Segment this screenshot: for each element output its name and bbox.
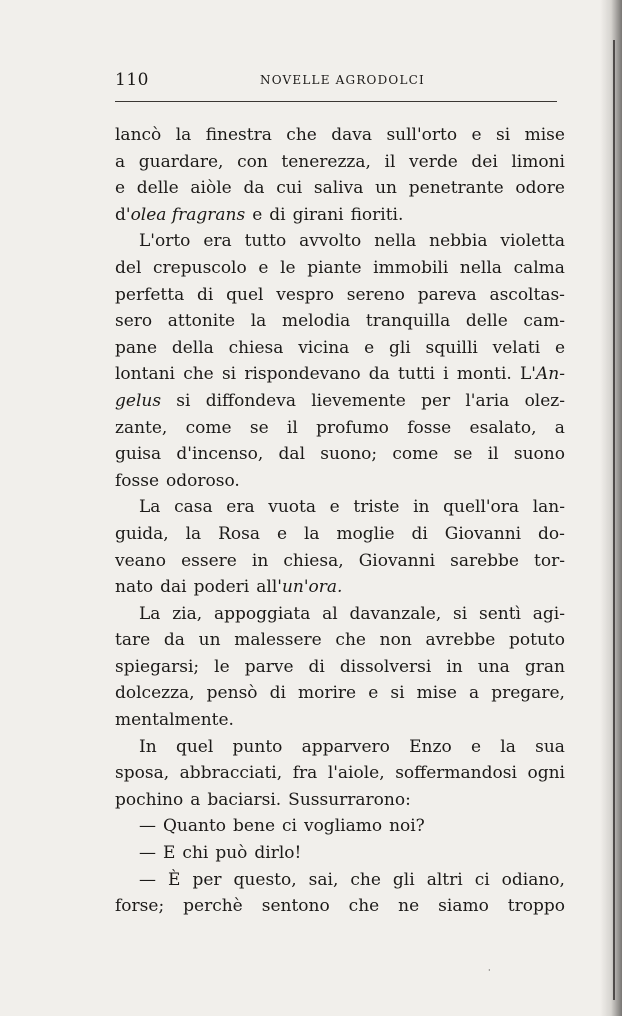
word: a [554,417,565,438]
word: tare [115,630,151,651]
word: se [453,444,473,465]
word: suono; [320,444,378,465]
word: pochino [115,789,184,810]
word: E [163,843,176,864]
word: a [469,683,480,704]
word: che [286,125,317,145]
word: monti. [456,364,512,385]
word: dissolversi [339,656,432,677]
word: Enzo [409,736,452,757]
word: triste [353,497,400,518]
text-line [115,149,565,176]
word: delle [136,178,179,199]
word: e [329,497,340,518]
word: lan- [532,497,565,518]
word: all' [256,577,282,598]
word: sentì [478,603,521,624]
word: e [364,337,375,358]
word: attonite [167,311,236,332]
text-line [115,680,565,707]
word: punto [232,736,283,757]
word: e [470,736,482,757]
word: zante, [115,417,168,438]
word: si [390,683,405,704]
word: di [197,284,214,305]
word: d'incenso, [176,444,264,465]
word: questo, [233,869,297,890]
text-line [115,893,565,920]
word: e [554,337,565,358]
word: ci [282,816,297,837]
word: da [243,178,265,199]
word: saliva [313,178,364,199]
word: diffondeva [205,390,296,411]
word: pane [115,337,158,358]
word: di [269,683,286,704]
speck-mark: · [488,966,491,975]
word: si [496,125,511,145]
word: odore [515,178,565,199]
word: chi [182,843,209,864]
word: cui [276,178,303,199]
word: zia, [172,603,203,624]
word: casa [174,497,213,518]
word: Quanto [163,816,227,837]
word: vogliamo [303,816,383,837]
word: lancò [115,125,162,145]
word: dirlo! [254,843,302,864]
word: come [392,444,439,465]
header-rule [115,101,557,102]
word: nato [115,577,154,598]
word: dal [278,444,306,465]
word: che [183,364,214,385]
word: e [368,683,379,704]
word: vuota [268,497,317,518]
word: si [221,364,237,385]
word: L' [520,364,536,385]
word: fra [292,763,318,784]
word: parve [244,656,294,677]
word: perchè [183,896,243,917]
word: finestra [205,125,272,145]
word: un [375,178,398,199]
text-line [115,361,565,388]
word: — [139,843,156,864]
text-line [115,787,565,814]
word: la [185,523,202,544]
word: sposa, [115,763,170,784]
word: ogni [527,763,565,784]
text-line [115,867,565,894]
word: l'aiole, [327,763,385,784]
word: In [139,736,157,757]
word: dava [331,125,373,145]
word: veano [115,550,166,571]
word-group [520,361,565,388]
word: le [280,257,296,278]
word: Giovanni [444,523,522,544]
word: — [139,869,156,890]
word: in [413,497,430,518]
page-edge-line [613,40,615,1000]
word: nebbia [429,231,488,252]
running-title: NOVELLE AGRODOLCI [260,73,425,87]
word: velati [492,337,541,358]
word: esalato, [469,417,537,438]
word: le [214,656,230,677]
word: siamo [438,896,489,917]
word: era [226,497,255,518]
text-line [115,415,565,442]
page-number: 110 [115,70,149,90]
word: calma [513,257,565,278]
word: squilli [425,337,478,358]
word: noi? [389,816,425,837]
text-line [115,255,565,282]
word: poderi [193,577,250,598]
word: appoggiata [213,603,311,624]
text-line [115,122,565,149]
word: e [471,125,482,145]
word: dai [160,577,187,598]
word: dolcezza, [115,683,195,704]
word: melodia [281,311,351,332]
text-line [115,308,565,335]
word: quel [226,284,264,305]
text-line [115,335,565,362]
word: a [190,789,201,810]
word: limoni [511,151,565,172]
word: avrebbe [425,630,496,651]
word: sereno [346,284,405,305]
word: troppo [507,896,565,917]
word: di [411,523,428,544]
word: girani [292,204,344,225]
word: crepuscolo [153,257,247,278]
word: che [350,869,381,890]
word: aiòle [190,178,232,199]
word: nella [459,257,502,278]
word: ne [398,896,420,917]
text-line [115,840,565,867]
word: che [348,896,380,917]
word: mise [524,125,565,145]
word: quell'ora [443,497,520,518]
word: il [487,444,499,465]
word: cam- [523,311,565,332]
word: abbracciati, [179,763,283,784]
text-line [115,494,565,521]
word: lievemente [311,390,406,411]
word: gli [392,869,415,890]
word: si [176,390,191,411]
word: vicina [298,337,350,358]
word: chiesa [228,337,284,358]
word: chiesa, [283,550,344,571]
text-line [115,228,565,255]
word: d' [115,204,131,225]
word: pensò [206,683,258,704]
word: una [477,656,510,677]
word: la [303,523,320,544]
word: al [322,603,338,624]
word: e [276,523,288,544]
word: agi- [532,603,565,624]
word: violetta [500,231,565,252]
word: spiegarsi; [115,656,200,677]
word: se [249,417,269,438]
word: perfetta [115,284,185,305]
text-line [115,175,565,202]
word: sentono [261,896,330,917]
text-line [115,760,565,787]
word: guisa [115,444,162,465]
word: che [335,630,366,651]
word-group [115,202,245,229]
text-line [115,734,565,761]
text-line [115,548,565,575]
text-line [115,601,565,628]
word: verde [409,151,458,172]
word: piante [307,257,362,278]
word: la [500,736,516,757]
word: soffermandosi [395,763,517,784]
word: sero [115,311,153,332]
word: sai, [308,869,339,890]
word: olez- [524,390,565,411]
word: baciarsi. [207,789,282,810]
word: penetrante [408,178,504,199]
text-line [115,574,565,601]
word: di [308,656,325,677]
word: a [115,151,126,172]
word: un'ora. [281,577,343,598]
text-line [115,627,565,654]
word: Giovanni [358,550,436,571]
word: delle [465,311,508,332]
word: della [171,337,214,358]
word: lontani [115,364,175,385]
word: forse; [115,896,165,917]
word: la [250,311,267,332]
body-text [115,122,565,920]
text-line [115,388,565,415]
word: in [446,656,463,677]
word: tenerezza, [281,151,371,172]
word: La [139,497,161,518]
text-line [115,282,565,309]
word: fosse [407,417,452,438]
word: malessere [234,630,322,651]
word: e [252,204,263,225]
word: da [163,630,185,651]
word: del [115,257,142,278]
word: vespro [276,284,334,305]
word: sull'orto [386,125,458,145]
word: tutti [398,364,435,385]
word: essere [181,550,237,571]
word-group [256,574,342,601]
word: tranquilla [365,311,451,332]
word: davanzale, [349,603,442,624]
word: pareva [417,284,477,305]
word: Sussurrarono: [288,789,411,810]
word: profumo [316,417,389,438]
word: quel [175,736,214,757]
word: non [379,630,412,651]
text-line [115,707,565,734]
word: suono [513,444,565,465]
word: guida, [115,523,169,544]
word: come [185,417,232,438]
word: fioriti. [350,204,404,225]
word: può [215,843,248,864]
word: per [192,869,222,890]
word: sua [535,736,565,757]
word: morire [298,683,357,704]
word: olea fragrans [130,204,246,225]
word: altri [426,869,463,890]
word: tor- [534,550,565,571]
word: È [168,869,181,890]
word: — [139,816,156,837]
word: con [237,151,268,172]
word: mise [416,683,457,704]
word: fosse [115,470,160,491]
word: ci [474,869,490,890]
word: L'orto [139,231,191,252]
word: odoroso. [166,470,240,491]
text-line [115,813,565,840]
word: e [258,257,269,278]
word: odiano, [501,869,565,890]
word: avvolto [299,231,362,252]
word: gran [524,656,565,677]
word: bene [233,816,275,837]
text-line [115,441,565,468]
word: nella [374,231,417,252]
text-line [115,468,565,495]
word: i [443,364,449,385]
word: da [368,364,390,385]
word: era [203,231,232,252]
word: An- [535,364,565,385]
word: per [421,390,451,411]
word: gelus [115,390,162,411]
word: Rosa [218,523,261,544]
word: apparvero [301,736,390,757]
word: dei [471,151,498,172]
word: di [269,204,286,225]
word: rispondevano [244,364,361,385]
text-line [115,202,565,229]
word: do- [538,523,565,544]
text-line [115,521,565,548]
word: la [175,125,192,145]
word: un [198,630,221,651]
word: sarebbe [450,550,519,571]
word: guardare, [138,151,224,172]
word: il [286,417,298,438]
word: La [139,603,161,624]
word: immobili [373,257,449,278]
word: ascoltas- [489,284,565,305]
word: mentalmente. [115,710,234,731]
page-edge-shadow [600,0,622,1016]
word: e [115,178,126,199]
word: pregare, [491,683,565,704]
word: tutto [244,231,287,252]
word: il [384,151,396,172]
word: in [251,550,269,571]
page-header [115,70,557,92]
word: potuto [509,630,565,651]
word: si [453,603,468,624]
word: gli [388,337,411,358]
text-line [115,654,565,681]
word: l'aria [465,390,510,411]
word: moglie [336,523,395,544]
